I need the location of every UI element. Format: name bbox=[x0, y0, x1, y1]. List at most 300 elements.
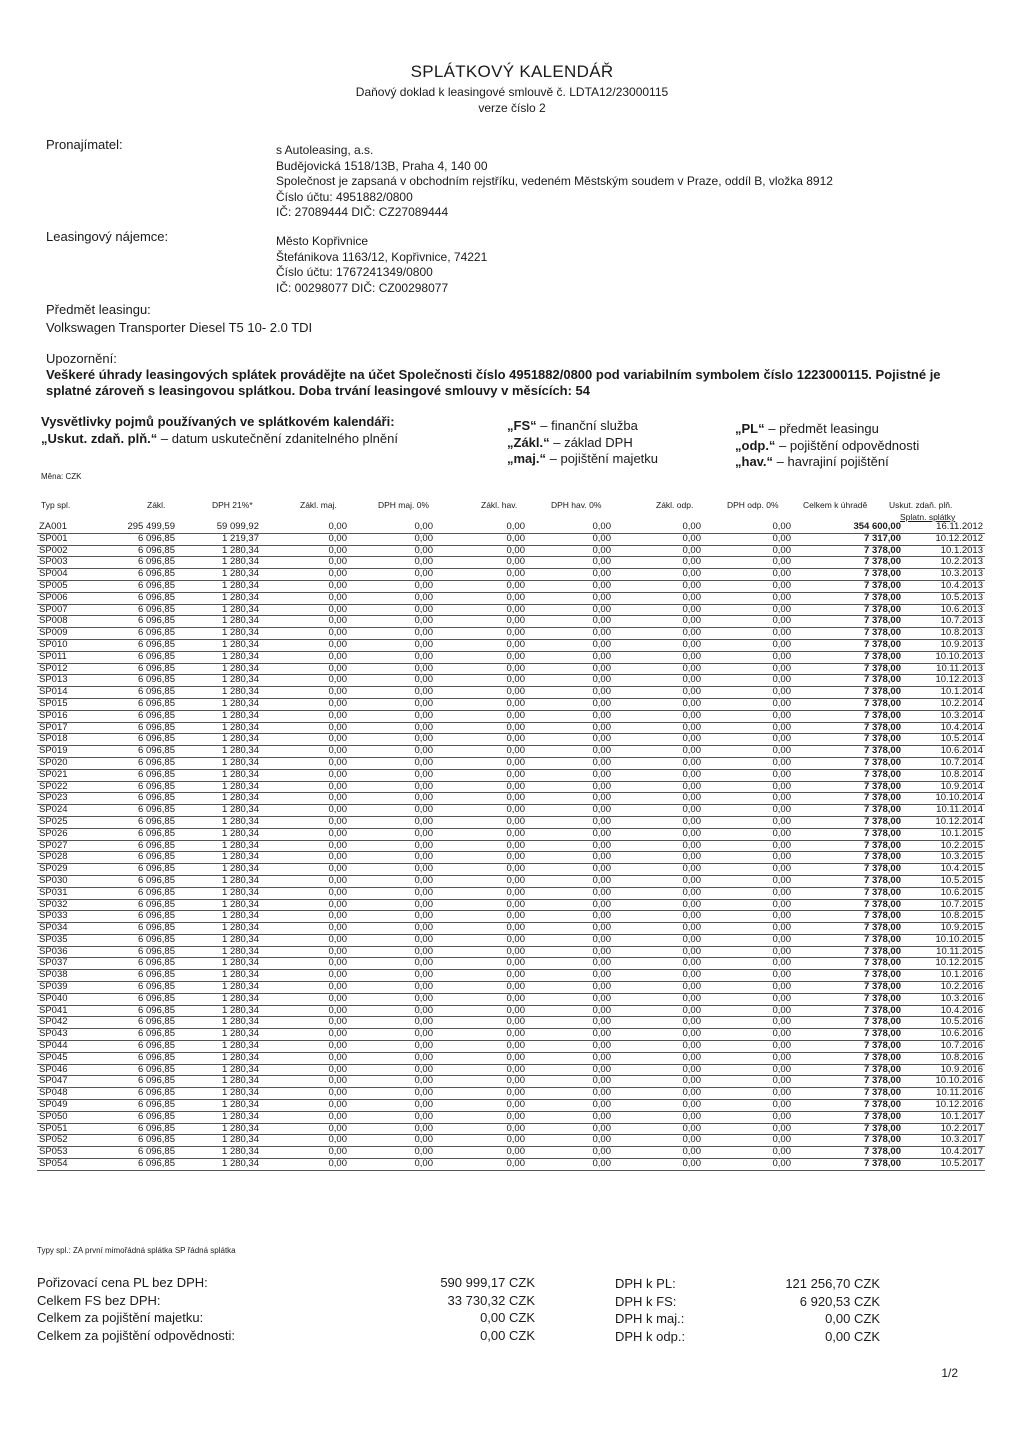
table-cell: 0,00 bbox=[435, 722, 527, 734]
table-cell: 0,00 bbox=[261, 1005, 349, 1017]
table-cell: 0,00 bbox=[613, 663, 703, 675]
table-cell: ZA001 bbox=[37, 522, 101, 533]
table-cell: SP025 bbox=[37, 816, 101, 828]
table-cell: 1 280,34 bbox=[177, 816, 261, 828]
table-cell: 0,00 bbox=[261, 805, 349, 817]
table-cell: 0,00 bbox=[527, 545, 613, 557]
table-cell: 1 280,34 bbox=[177, 616, 261, 628]
table-cell: SP036 bbox=[37, 946, 101, 958]
table-cell: 0,00 bbox=[703, 816, 793, 828]
table-cell: 0,00 bbox=[349, 616, 435, 628]
table-cell: 1 280,34 bbox=[177, 982, 261, 994]
table-cell: 10.5.2015 bbox=[903, 875, 985, 887]
document-version: verze číslo 2 bbox=[478, 101, 546, 115]
table-cell: 0,00 bbox=[261, 1017, 349, 1029]
table-cell: 0,00 bbox=[703, 958, 793, 970]
table-cell: 0,00 bbox=[261, 734, 349, 746]
table-row bbox=[37, 1147, 985, 1159]
table-cell: 0,00 bbox=[349, 840, 435, 852]
table-row bbox=[37, 1029, 985, 1041]
table-cell: 0,00 bbox=[349, 982, 435, 994]
table-cell: 1 280,34 bbox=[177, 722, 261, 734]
table-cell: 0,00 bbox=[435, 1147, 527, 1159]
table-cell: 7 378,00 bbox=[793, 1159, 903, 1171]
table-cell: 0,00 bbox=[527, 1111, 613, 1123]
table-row bbox=[37, 793, 985, 805]
table-cell: 0,00 bbox=[435, 1123, 527, 1135]
table-cell: 0,00 bbox=[435, 993, 527, 1005]
table-cell: 0,00 bbox=[349, 1123, 435, 1135]
table-cell: 7 378,00 bbox=[793, 923, 903, 935]
table-cell: 0,00 bbox=[349, 557, 435, 569]
table-cell: 0,00 bbox=[527, 946, 613, 958]
table-cell: 0,00 bbox=[527, 864, 613, 876]
table-cell: 0,00 bbox=[261, 639, 349, 651]
table-cell: 0,00 bbox=[613, 1017, 703, 1029]
table-cell: 0,00 bbox=[703, 1088, 793, 1100]
table-row bbox=[37, 1111, 985, 1123]
table-cell: SP020 bbox=[37, 757, 101, 769]
installment-table bbox=[37, 522, 985, 1171]
table-cell: 7 378,00 bbox=[793, 1029, 903, 1041]
table-cell: 0,00 bbox=[435, 675, 527, 687]
table-cell: 0,00 bbox=[349, 911, 435, 923]
table-row bbox=[37, 1041, 985, 1053]
table-cell: 0,00 bbox=[703, 982, 793, 994]
table-cell: 0,00 bbox=[613, 580, 703, 592]
table-cell: 0,00 bbox=[527, 651, 613, 663]
table-cell: 0,00 bbox=[527, 1088, 613, 1100]
table-cell: 1 280,34 bbox=[177, 1029, 261, 1041]
table-cell: 0,00 bbox=[613, 899, 703, 911]
table-cell: 10.12.2012 bbox=[903, 533, 985, 545]
table-cell: 0,00 bbox=[261, 899, 349, 911]
table-cell: 0,00 bbox=[527, 1005, 613, 1017]
table-cell: 10.12.2013 bbox=[903, 675, 985, 687]
table-cell: 0,00 bbox=[527, 769, 613, 781]
table-cell: 0,00 bbox=[349, 970, 435, 982]
table-row bbox=[37, 580, 985, 592]
table-cell: 0,00 bbox=[527, 757, 613, 769]
table-cell: 0,00 bbox=[349, 993, 435, 1005]
table-cell: 7 378,00 bbox=[793, 675, 903, 687]
table-cell: 0,00 bbox=[703, 769, 793, 781]
table-cell: 0,00 bbox=[261, 1135, 349, 1147]
table-cell: 10.4.2014 bbox=[903, 722, 985, 734]
table-cell: 0,00 bbox=[349, 533, 435, 545]
table-cell: 0,00 bbox=[261, 616, 349, 628]
table-cell: 6 096,85 bbox=[101, 1111, 177, 1123]
table-cell: SP047 bbox=[37, 1076, 101, 1088]
table-cell: 6 096,85 bbox=[101, 557, 177, 569]
legend-uskut-value: – datum uskutečnění zdanitelného plnění bbox=[157, 430, 398, 446]
table-cell: SP001 bbox=[37, 533, 101, 545]
table-cell: 0,00 bbox=[435, 970, 527, 982]
table-cell: 0,00 bbox=[261, 1088, 349, 1100]
table-cell: 6 096,85 bbox=[101, 781, 177, 793]
table-cell: 0,00 bbox=[703, 887, 793, 899]
col-header-uskut: Uskut. zdaň. plň. bbox=[889, 500, 953, 510]
table-row bbox=[37, 852, 985, 864]
col-header-zakl-maj: Zákl. maj. bbox=[300, 500, 337, 510]
table-cell: 6 096,85 bbox=[101, 958, 177, 970]
table-cell: 0,00 bbox=[703, 722, 793, 734]
table-cell: SP049 bbox=[37, 1100, 101, 1112]
table-cell: SP004 bbox=[37, 569, 101, 581]
table-cell: 0,00 bbox=[435, 592, 527, 604]
table-cell: 7 378,00 bbox=[793, 746, 903, 758]
table-cell: 0,00 bbox=[435, 864, 527, 876]
table-cell: 0,00 bbox=[527, 616, 613, 628]
table-cell: 7 378,00 bbox=[793, 710, 903, 722]
table-cell: 0,00 bbox=[349, 639, 435, 651]
summary-value: 0,00 CZK bbox=[825, 1328, 880, 1344]
table-cell: 0,00 bbox=[349, 1005, 435, 1017]
table-cell: 0,00 bbox=[435, 1076, 527, 1088]
table-cell: 0,00 bbox=[261, 816, 349, 828]
table-row bbox=[37, 840, 985, 852]
table-cell: 10.11.2015 bbox=[903, 946, 985, 958]
table-cell: 0,00 bbox=[349, 958, 435, 970]
table-cell: 0,00 bbox=[349, 663, 435, 675]
warning-text: Veškeré úhrady leasingových splátek provádějte na účet Společnosti číslo 4951882/0800 pod variabilním symbolem číslo 1223000115. Pojistné je splatné zároveň s leasingovou splátkou. Doba trvání leasingové smlouvy v měsících: 54 bbox=[46, 367, 941, 398]
table-cell: 6 096,85 bbox=[101, 1088, 177, 1100]
table-cell: 7 378,00 bbox=[793, 864, 903, 876]
table-cell: 0,00 bbox=[261, 793, 349, 805]
table-cell: 0,00 bbox=[703, 1041, 793, 1053]
table-cell: 0,00 bbox=[349, 1017, 435, 1029]
table-cell: 0,00 bbox=[613, 769, 703, 781]
table-cell: 0,00 bbox=[435, 639, 527, 651]
table-cell: 295 499,59 bbox=[101, 522, 177, 533]
table-cell: SP024 bbox=[37, 805, 101, 817]
table-cell: 1 280,34 bbox=[177, 1135, 261, 1147]
legend-odp-value: – pojištění odpovědnosti bbox=[775, 437, 920, 453]
table-cell: 0,00 bbox=[261, 993, 349, 1005]
table-cell: 0,00 bbox=[349, 769, 435, 781]
table-cell: 1 280,34 bbox=[177, 545, 261, 557]
summary-left-values bbox=[390, 1274, 535, 1344]
table-cell: 10.1.2014 bbox=[903, 687, 985, 699]
lessor-registry: Společnost je zapsaná v obchodním rejstříku, vedeném Městským soudem v Praze, oddíl B, vložka 8912 bbox=[276, 174, 833, 188]
table-cell: 0,00 bbox=[703, 1159, 793, 1171]
table-cell: SP007 bbox=[37, 604, 101, 616]
table-cell: 0,00 bbox=[261, 545, 349, 557]
table-cell: 10.5.2013 bbox=[903, 592, 985, 604]
lessor-address: Budějovická 1518/13B, Praha 4, 140 00 bbox=[276, 158, 488, 173]
table-cell: SP006 bbox=[37, 592, 101, 604]
col-header-dph-hav: DPH hav. 0% bbox=[551, 500, 602, 510]
table-cell: 1 280,34 bbox=[177, 1147, 261, 1159]
table-cell: 0,00 bbox=[261, 864, 349, 876]
legend-zakl-value: – základ DPH bbox=[549, 434, 633, 450]
table-cell: SP028 bbox=[37, 852, 101, 864]
table-cell: 0,00 bbox=[613, 1100, 703, 1112]
table-cell: 0,00 bbox=[703, 899, 793, 911]
table-cell: 0,00 bbox=[703, 734, 793, 746]
table-cell: 0,00 bbox=[349, 580, 435, 592]
table-cell: 10.10.2014 bbox=[903, 793, 985, 805]
table-cell: 6 096,85 bbox=[101, 616, 177, 628]
table-cell: 1 280,34 bbox=[177, 557, 261, 569]
table-cell: 0,00 bbox=[435, 698, 527, 710]
table-cell: 7 378,00 bbox=[793, 970, 903, 982]
table-cell: 0,00 bbox=[349, 899, 435, 911]
table-cell: 0,00 bbox=[349, 522, 435, 533]
table-cell: 10.11.2014 bbox=[903, 805, 985, 817]
table-cell: 0,00 bbox=[435, 1100, 527, 1112]
table-cell: 0,00 bbox=[703, 1076, 793, 1088]
summary-value: 6 920,53 CZK bbox=[799, 1293, 880, 1309]
col-header-total: Celkem k úhradě bbox=[803, 500, 868, 510]
table-cell: 1 280,34 bbox=[177, 828, 261, 840]
table-cell: 0,00 bbox=[613, 746, 703, 758]
table-cell: 0,00 bbox=[613, 911, 703, 923]
table-cell: 10.8.2015 bbox=[903, 911, 985, 923]
table-cell: 0,00 bbox=[349, 722, 435, 734]
table-cell: 7 378,00 bbox=[793, 1052, 903, 1064]
table-cell: 6 096,85 bbox=[101, 828, 177, 840]
table-cell: SP034 bbox=[37, 923, 101, 935]
table-cell: 0,00 bbox=[613, 982, 703, 994]
table-cell: 0,00 bbox=[435, 604, 527, 616]
summary-label: DPH k maj.: bbox=[615, 1311, 685, 1326]
table-cell: 0,00 bbox=[349, 746, 435, 758]
table-cell: 7 378,00 bbox=[793, 698, 903, 710]
summary-label: Celkem za pojištění majetku: bbox=[37, 1310, 204, 1325]
table-cell: 7 317,00 bbox=[793, 533, 903, 545]
table-row bbox=[37, 522, 985, 533]
table-cell: 0,00 bbox=[527, 698, 613, 710]
table-cell: 0,00 bbox=[613, 522, 703, 533]
table-cell: 1 280,34 bbox=[177, 852, 261, 864]
currency-label: Měna: CZK bbox=[41, 472, 82, 481]
table-cell: 6 096,85 bbox=[101, 769, 177, 781]
legend-fs-value: – finanční služba bbox=[536, 418, 638, 433]
table-cell: 0,00 bbox=[703, 934, 793, 946]
table-cell: 0,00 bbox=[703, 757, 793, 769]
table-cell: 0,00 bbox=[527, 1100, 613, 1112]
table-cell: 6 096,85 bbox=[101, 580, 177, 592]
table-cell: 10.11.2013 bbox=[903, 663, 985, 675]
legend-maj-key: „maj.“ bbox=[507, 451, 547, 466]
table-cell: 0,00 bbox=[527, 875, 613, 887]
table-cell: 0,00 bbox=[349, 710, 435, 722]
table-cell: 0,00 bbox=[703, 793, 793, 805]
table-cell: 0,00 bbox=[349, 864, 435, 876]
summary-value: 0,00 CZK bbox=[825, 1311, 880, 1326]
table-cell: 0,00 bbox=[435, 580, 527, 592]
table-cell: 10.1.2013 bbox=[903, 545, 985, 557]
table-cell: 7 378,00 bbox=[793, 734, 903, 746]
table-cell: 0,00 bbox=[261, 757, 349, 769]
table-cell: 0,00 bbox=[349, 569, 435, 581]
table-cell: 1 280,34 bbox=[177, 911, 261, 923]
table-cell: 0,00 bbox=[703, 946, 793, 958]
table-cell: 0,00 bbox=[349, 628, 435, 640]
table-cell: 10.6.2016 bbox=[903, 1029, 985, 1041]
table-row bbox=[37, 545, 985, 557]
table-row bbox=[37, 746, 985, 758]
table-cell: 0,00 bbox=[613, 722, 703, 734]
table-cell: SP042 bbox=[37, 1017, 101, 1029]
table-cell: 0,00 bbox=[703, 675, 793, 687]
table-row bbox=[37, 911, 985, 923]
col-header-zakl-odp: Zákl. odp. bbox=[656, 500, 694, 510]
table-cell: 0,00 bbox=[613, 604, 703, 616]
table-cell: 0,00 bbox=[349, 793, 435, 805]
table-cell: SP003 bbox=[37, 557, 101, 569]
table-cell: 0,00 bbox=[435, 710, 527, 722]
col-header-dph-odp: DPH odp. 0% bbox=[727, 500, 779, 510]
table-cell: 1 280,34 bbox=[177, 639, 261, 651]
table-cell: 0,00 bbox=[703, 923, 793, 935]
lessor-block bbox=[276, 143, 833, 221]
table-cell: 0,00 bbox=[613, 923, 703, 935]
table-row bbox=[37, 722, 985, 734]
table-cell: 0,00 bbox=[527, 911, 613, 923]
table-cell: 10.3.2016 bbox=[903, 993, 985, 1005]
summary-label: Celkem za pojištění odpovědnosti: bbox=[37, 1327, 236, 1343]
table-cell: SP030 bbox=[37, 875, 101, 887]
table-cell: 7 378,00 bbox=[793, 852, 903, 864]
table-cell: 7 378,00 bbox=[793, 805, 903, 817]
table-cell: 10.1.2015 bbox=[903, 828, 985, 840]
table-row bbox=[37, 592, 985, 604]
table-row bbox=[37, 875, 985, 887]
table-cell: 7 378,00 bbox=[793, 616, 903, 628]
table-row bbox=[37, 1100, 985, 1112]
table-row bbox=[37, 923, 985, 935]
table-cell: 0,00 bbox=[613, 557, 703, 569]
table-cell: 0,00 bbox=[613, 616, 703, 628]
table-cell: 0,00 bbox=[435, 1017, 527, 1029]
table-cell: 0,00 bbox=[261, 746, 349, 758]
table-cell: 10.6.2013 bbox=[903, 604, 985, 616]
table-cell: SP053 bbox=[37, 1147, 101, 1159]
table-cell: 0,00 bbox=[261, 982, 349, 994]
lessor-ids: IČ: 27089444 DIČ: CZ27089444 bbox=[276, 205, 449, 219]
table-cell: 59 099,92 bbox=[177, 522, 261, 533]
table-cell: 0,00 bbox=[261, 580, 349, 592]
table-cell: 0,00 bbox=[261, 875, 349, 887]
table-cell: 1 280,34 bbox=[177, 1017, 261, 1029]
legend-right bbox=[735, 421, 919, 471]
table-cell: 7 378,00 bbox=[793, 816, 903, 828]
table-cell: SP040 bbox=[37, 993, 101, 1005]
table-cell: 0,00 bbox=[261, 1111, 349, 1123]
table-cell: 0,00 bbox=[613, 1052, 703, 1064]
table-cell: 0,00 bbox=[613, 864, 703, 876]
table-cell: 0,00 bbox=[261, 1159, 349, 1171]
table-cell: SP018 bbox=[37, 734, 101, 746]
table-cell: 6 096,85 bbox=[101, 982, 177, 994]
table-cell: 0,00 bbox=[703, 710, 793, 722]
table-cell: 0,00 bbox=[613, 781, 703, 793]
table-cell: 10.11.2016 bbox=[903, 1088, 985, 1100]
table-cell: 0,00 bbox=[435, 1159, 527, 1171]
lessor-label: Pronajímatel: bbox=[46, 137, 123, 152]
table-cell: 0,00 bbox=[527, 746, 613, 758]
table-row bbox=[37, 1159, 985, 1171]
table-cell: 0,00 bbox=[349, 946, 435, 958]
table-cell: 7 378,00 bbox=[793, 911, 903, 923]
table-cell: 6 096,85 bbox=[101, 864, 177, 876]
table-cell: 0,00 bbox=[527, 970, 613, 982]
table-cell: SP048 bbox=[37, 1088, 101, 1100]
table-cell: 0,00 bbox=[349, 923, 435, 935]
table-cell: 7 378,00 bbox=[793, 687, 903, 699]
table-cell: 0,00 bbox=[435, 934, 527, 946]
table-cell: 0,00 bbox=[703, 875, 793, 887]
table-cell: 7 378,00 bbox=[793, 722, 903, 734]
table-cell: 6 096,85 bbox=[101, 687, 177, 699]
table-cell: 6 096,85 bbox=[101, 1159, 177, 1171]
table-cell: 0,00 bbox=[613, 569, 703, 581]
table-cell: 1 280,34 bbox=[177, 746, 261, 758]
table-cell: 10.7.2015 bbox=[903, 899, 985, 911]
table-cell: 10.1.2016 bbox=[903, 970, 985, 982]
table-cell: 10.2.2013 bbox=[903, 557, 985, 569]
table-cell: 1 280,34 bbox=[177, 864, 261, 876]
table-cell: 1 280,34 bbox=[177, 698, 261, 710]
table-cell: 0,00 bbox=[349, 1064, 435, 1076]
summary-value: 0,00 CZK bbox=[480, 1327, 535, 1343]
table-cell: 0,00 bbox=[261, 958, 349, 970]
table-cell: SP039 bbox=[37, 982, 101, 994]
table-cell: 0,00 bbox=[703, 604, 793, 616]
table-cell: 0,00 bbox=[703, 569, 793, 581]
table-cell: 10.10.2013 bbox=[903, 651, 985, 663]
summary-value: 0,00 CZK bbox=[480, 1310, 535, 1325]
table-cell: 7 378,00 bbox=[793, 946, 903, 958]
table-cell: SP054 bbox=[37, 1159, 101, 1171]
table-cell: 0,00 bbox=[435, 545, 527, 557]
table-cell: 0,00 bbox=[435, 911, 527, 923]
table-cell: 1 280,34 bbox=[177, 769, 261, 781]
table-cell: 1 280,34 bbox=[177, 734, 261, 746]
table-cell: 0,00 bbox=[349, 651, 435, 663]
table-cell: 0,00 bbox=[613, 805, 703, 817]
table-cell: SP015 bbox=[37, 698, 101, 710]
table-cell: 1 280,34 bbox=[177, 958, 261, 970]
page-number: 1/2 bbox=[941, 1366, 958, 1380]
table-row bbox=[37, 1064, 985, 1076]
table-cell: 1 280,34 bbox=[177, 899, 261, 911]
legend-middle bbox=[507, 418, 658, 468]
table-cell: 0,00 bbox=[349, 852, 435, 864]
table-cell: 6 096,85 bbox=[101, 887, 177, 899]
table-cell: 1 280,34 bbox=[177, 793, 261, 805]
table-cell: SP041 bbox=[37, 1005, 101, 1017]
table-cell: 7 378,00 bbox=[793, 757, 903, 769]
table-cell: 0,00 bbox=[527, 781, 613, 793]
table-cell: SP027 bbox=[37, 840, 101, 852]
table-cell: 0,00 bbox=[527, 1076, 613, 1088]
table-cell: 0,00 bbox=[527, 522, 613, 533]
table-cell: 0,00 bbox=[527, 687, 613, 699]
table-cell: 7 378,00 bbox=[793, 1147, 903, 1159]
summary-label: Pořizovací cena PL bez DPH: bbox=[37, 1275, 208, 1290]
table-cell: 0,00 bbox=[435, 1135, 527, 1147]
table-cell: 0,00 bbox=[435, 982, 527, 994]
table-cell: 0,00 bbox=[261, 1064, 349, 1076]
table-cell: 0,00 bbox=[703, 580, 793, 592]
table-cell: 0,00 bbox=[613, 852, 703, 864]
table-cell: 6 096,85 bbox=[101, 1041, 177, 1053]
table-cell: SP010 bbox=[37, 639, 101, 651]
table-cell: SP038 bbox=[37, 970, 101, 982]
